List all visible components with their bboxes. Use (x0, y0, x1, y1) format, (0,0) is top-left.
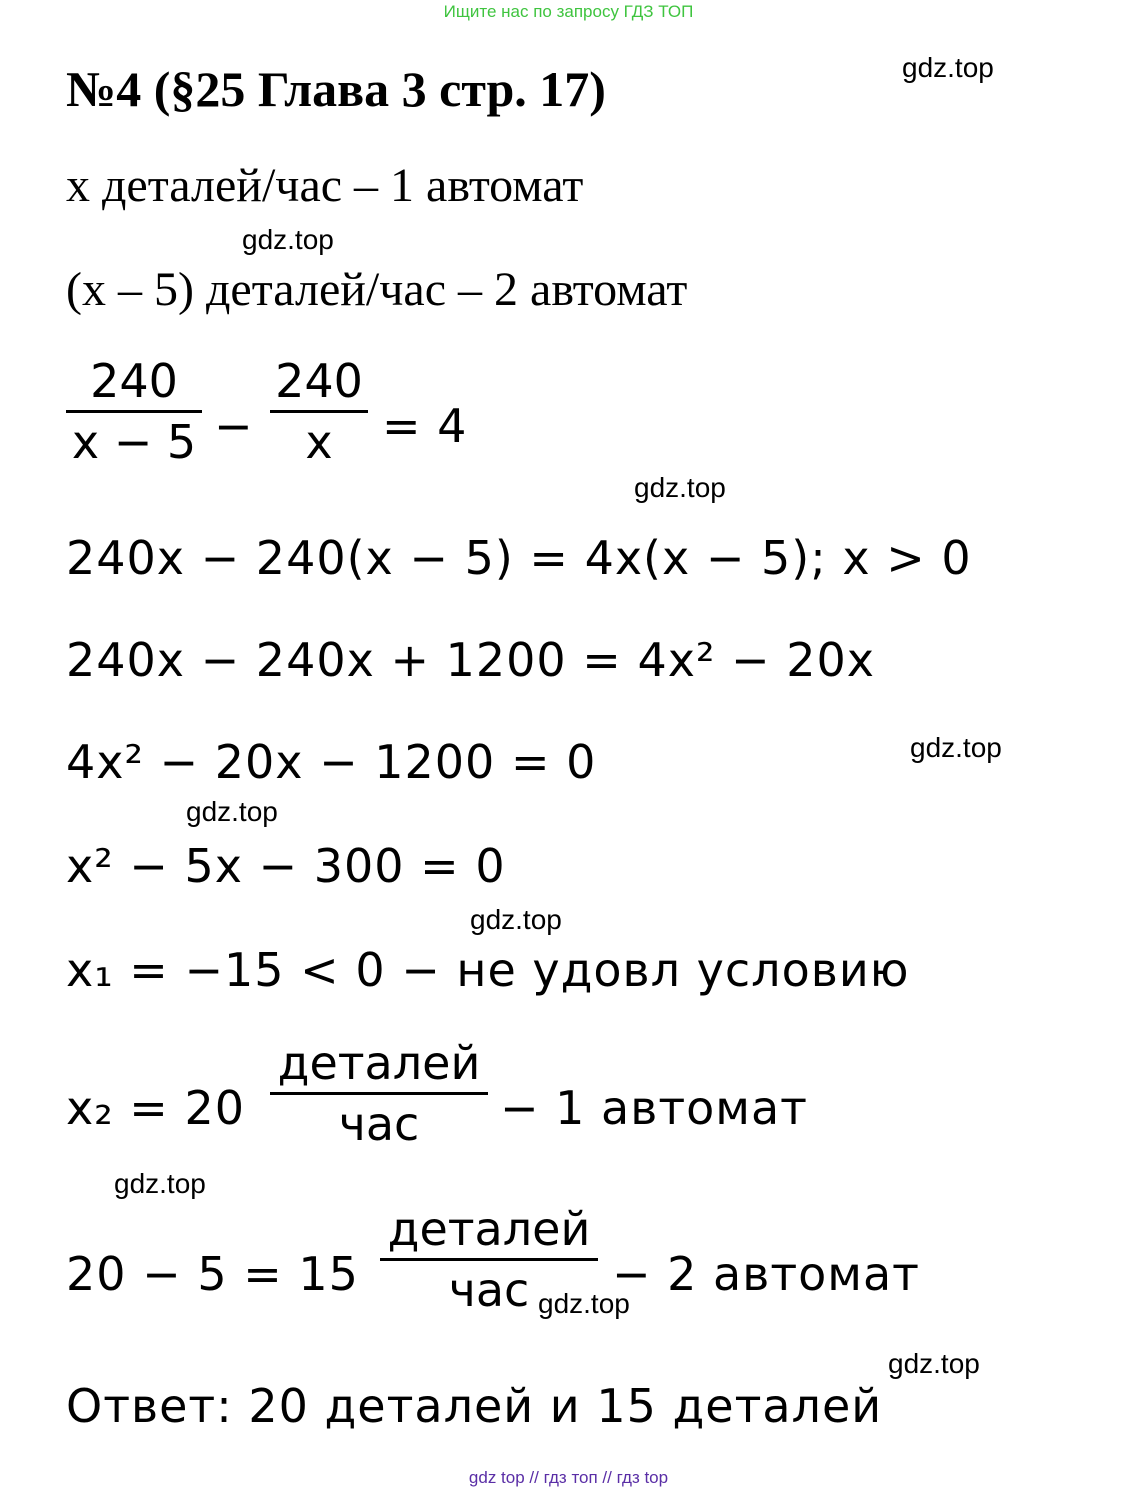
equation-line-3: 240x − 240x + 1200 = 4x² − 20x (66, 633, 875, 687)
equals-four: = 4 (382, 399, 468, 453)
footer-links[interactable]: gdz top // гдз топ // гдз top (468, 1468, 669, 1487)
fraction-bar (270, 410, 368, 413)
fraction-numerator: 240 (90, 354, 178, 408)
watermark: gdz.top (242, 224, 334, 255)
top-search-link[interactable]: Ищите нас по запросу ГДЗ ТОП (443, 2, 694, 21)
page-title: №4 (§25 Глава 3 стр. 17) (66, 61, 606, 117)
minus-sign: − (214, 399, 254, 453)
answer-line: Ответ: 20 деталей и 15 деталей (66, 1379, 883, 1433)
equation-line-2: 240x − 240(x − 5) = 4x(x − 5); x > 0 (66, 531, 972, 585)
equation-root-1: x₁ = −15 < 0 − не удовл условию (66, 943, 910, 997)
equation-line-5: x² − 5x − 300 = 0 (66, 839, 506, 893)
watermark: gdz.top (888, 1348, 980, 1379)
watermark: gdz.top (114, 1168, 206, 1199)
equation-root-2-lhs: x₂ = 20 (66, 1081, 245, 1135)
watermark: gdz.top (634, 472, 726, 503)
equation-line-4: 4x² − 20x − 1200 = 0 (66, 735, 597, 789)
fraction-240-over-x-minus-5 (66, 354, 202, 469)
line-machine-2: (x – 5) деталей/час – 2 автомат (66, 263, 688, 316)
fraction-denominator: час (338, 1097, 420, 1151)
watermark: gdz.top (538, 1288, 630, 1319)
fraction-numerator: деталей (277, 1036, 481, 1090)
fraction-bar (66, 410, 202, 413)
equation-root-2-rhs: − 1 автомат (500, 1081, 808, 1135)
equation-second-machine-lhs: 20 − 5 = 15 (66, 1247, 359, 1301)
fraction-numerator: 240 (275, 354, 363, 408)
fraction-240-over-x (270, 354, 368, 469)
fraction-bar (270, 1092, 488, 1095)
fraction-bar (380, 1258, 598, 1261)
fraction-details-per-hour (270, 1036, 488, 1151)
fraction-denominator: x (305, 415, 333, 469)
fraction-denominator: час (448, 1263, 530, 1317)
line-machine-1: x деталей/час – 1 автомат (66, 159, 584, 212)
watermark: gdz.top (470, 904, 562, 935)
equation-second-machine-rhs: − 2 автомат (612, 1247, 920, 1301)
fraction-denominator: x − 5 (71, 415, 197, 469)
fraction-numerator: деталей (387, 1202, 591, 1256)
watermark: gdz.top (902, 52, 994, 83)
watermark: gdz.top (186, 796, 278, 827)
watermark: gdz.top (910, 732, 1002, 763)
